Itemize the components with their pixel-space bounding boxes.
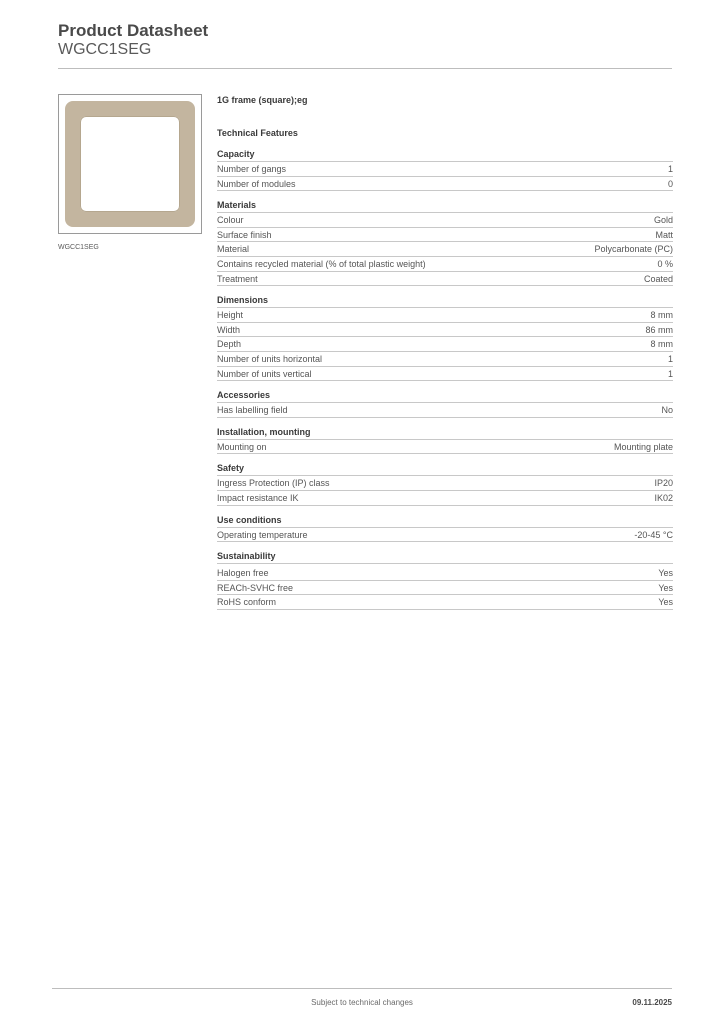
spec-label: Number of units vertical <box>217 368 312 379</box>
spec-label: Ingress Protection (IP) class <box>217 478 330 489</box>
spec-row <box>217 581 673 596</box>
spec-row <box>217 177 673 192</box>
spec-section <box>217 514 673 543</box>
spec-row <box>217 242 673 257</box>
spec-row <box>217 228 673 243</box>
spec-row <box>217 367 673 382</box>
spec-value: 0 % <box>657 258 673 269</box>
spec-label: Contains recycled material (% of total plastic weight) <box>217 258 426 269</box>
spec-value: 8 mm <box>650 339 673 350</box>
section-title: Capacity <box>217 148 673 162</box>
section-title: Materials <box>217 199 673 213</box>
spec-section <box>217 550 673 610</box>
spec-value: Coated <box>643 273 673 284</box>
spec-label: Height <box>217 310 244 321</box>
section-title: Dimensions <box>217 294 673 308</box>
spec-label: Operating temperature <box>217 529 308 540</box>
spec-value: Gold <box>653 215 673 226</box>
spec-label: Impact resistance IK <box>217 492 299 503</box>
spec-label: Number of modules <box>217 178 296 189</box>
spec-section <box>217 294 673 381</box>
spec-value: Yes <box>658 568 673 579</box>
footer-date: 09.11.2025 <box>632 998 672 1007</box>
spec-section <box>217 462 673 505</box>
page-header <box>58 20 208 59</box>
spec-value: Mounting plate <box>613 441 673 452</box>
spec-label: Treatment <box>217 273 258 284</box>
spec-label: Mounting on <box>217 441 267 452</box>
spec-section <box>217 199 673 286</box>
header-divider <box>58 68 672 69</box>
spec-value: 0 <box>667 178 673 189</box>
spec-row <box>217 403 673 418</box>
image-caption: WGCC1SEG <box>58 244 99 251</box>
section-title: Sustainability <box>217 550 673 564</box>
product-name: 1G frame (square);eg <box>217 95 308 105</box>
spec-label: Halogen free <box>217 568 269 579</box>
spec-value: 1 <box>667 353 673 364</box>
footer-divider <box>52 988 672 989</box>
frame-opening <box>80 116 180 212</box>
spec-label: Width <box>217 324 241 335</box>
spec-section <box>217 426 673 455</box>
spec-label: Colour <box>217 215 244 226</box>
spec-row <box>217 491 673 506</box>
spec-sections <box>217 148 673 610</box>
spec-value: 1 <box>667 368 673 379</box>
spec-label: Number of units horizontal <box>217 353 323 364</box>
spec-label: Depth <box>217 339 242 350</box>
spec-label: RoHS conform <box>217 597 277 608</box>
page-title: Product Datasheet <box>58 21 209 40</box>
spec-row <box>217 595 673 610</box>
spec-value: 1 <box>667 164 673 174</box>
spec-row <box>217 566 673 581</box>
spec-value: Yes <box>658 582 673 593</box>
spec-value: IK02 <box>654 492 673 503</box>
spec-row <box>217 476 673 491</box>
spec-row <box>217 440 673 455</box>
spec-row <box>217 308 673 323</box>
footer-note: Subject to technical changes <box>311 998 413 1007</box>
spec-row <box>217 337 673 352</box>
product-code: WGCC1SEG <box>58 41 152 58</box>
section-title: Use conditions <box>217 514 673 528</box>
spec-row <box>217 323 673 338</box>
spec-section <box>217 148 673 191</box>
section-title: Installation, mounting <box>217 426 673 440</box>
technical-features-heading: Technical Features <box>217 128 298 138</box>
product-image <box>58 94 202 234</box>
spec-value: Polycarbonate (PC) <box>594 244 673 255</box>
spec-value: Matt <box>655 229 673 240</box>
spec-value: IP20 <box>654 478 673 489</box>
spec-section <box>217 389 673 418</box>
section-title: Accessories <box>217 389 673 403</box>
spec-label: Surface finish <box>217 229 272 240</box>
spec-label: Material <box>217 244 250 255</box>
spec-row <box>217 352 673 367</box>
spec-value: 86 mm <box>645 324 673 335</box>
spec-value: -20-45 °C <box>634 529 673 540</box>
frame-illustration <box>65 101 195 227</box>
spec-value: No <box>661 405 673 416</box>
spec-value: Yes <box>658 597 673 608</box>
section-title: Safety <box>217 462 673 476</box>
spec-row <box>217 272 673 287</box>
spec-row <box>217 257 673 272</box>
spec-row <box>217 162 673 177</box>
spec-value: 8 mm <box>650 310 673 321</box>
spec-label: Has labelling field <box>217 405 288 416</box>
spec-label: REACh-SVHC free <box>217 582 294 593</box>
spec-row <box>217 528 673 543</box>
spec-label: Number of gangs <box>217 164 287 174</box>
spec-content <box>217 92 673 610</box>
spec-row <box>217 213 673 228</box>
